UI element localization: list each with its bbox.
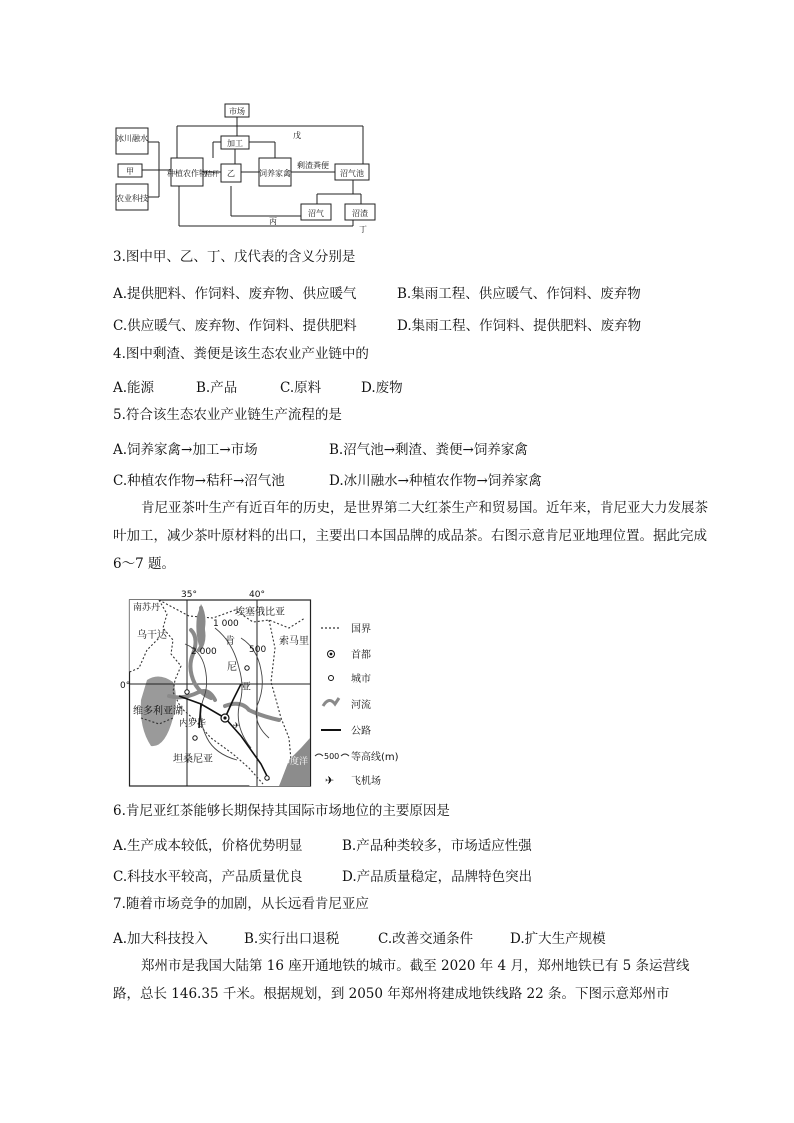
legend-contour: 等高线(m) — [351, 752, 399, 763]
q4-option-b[interactable]: B.产品 — [196, 380, 238, 396]
diagram-processing: 加工 — [227, 139, 243, 148]
q5-stem: 5.符合该生态农业产业链生产流程的是 — [113, 407, 342, 423]
diagram-wu: 戊 — [293, 131, 301, 140]
legend-airport: 飞机场 — [351, 776, 381, 787]
map-lon35: 35° — [181, 590, 197, 600]
q7-option-c[interactable]: C.改善交通条件 — [378, 931, 474, 947]
map-contour-500: 500 — [249, 645, 267, 655]
diagram-market: 市场 — [229, 107, 245, 116]
map-lat0: 0° — [120, 681, 131, 691]
q6-stem: 6.肯尼亚红茶能够长期保持其国际市场地位的主要原因是 — [113, 803, 450, 819]
diagram-bing: 丙 — [269, 217, 277, 226]
diagram-glacier — [116, 133, 148, 143]
q5-option-a[interactable]: A.饲养家禽→加工→市场 — [113, 442, 258, 458]
diagram-ding: 丁 — [359, 225, 367, 234]
diagram-straw: 秸秆 — [205, 170, 219, 178]
diagram-digester: 沼气池 — [340, 169, 364, 178]
map-indian-ocean: 印度洋 — [281, 757, 309, 767]
svg-text:✈: ✈ — [233, 721, 240, 730]
map-uganda: 乌干达 — [137, 630, 167, 641]
map-ethiopia: 埃塞俄比亚 — [235, 607, 285, 618]
map-kenya-1: 肯 — [225, 636, 235, 647]
map-south-sudan: 南苏丹 — [133, 603, 161, 613]
q3-option-c[interactable]: C.供应暖气、废弃物、作饲料、提供肥料 — [113, 318, 357, 334]
q7-stem: 7.随着市场竞争的加剧，从长远看肯尼亚应 — [113, 896, 369, 912]
map-kenya-3: 亚 — [241, 682, 251, 693]
q7-option-b[interactable]: B.实行出口退税 — [244, 931, 340, 947]
map-nairobi: 内罗毕 — [179, 719, 207, 729]
diagram-residue: 沼渣 — [352, 209, 368, 218]
q6-option-a[interactable]: A.生产成本较低，价格优势明显 — [113, 838, 303, 854]
q4-option-a[interactable]: A.能源 — [113, 380, 155, 396]
map-tanzania: 坦桑尼亚 — [173, 754, 213, 765]
map-victoria: 维多利亚湖 — [133, 706, 183, 717]
legend-contour-value: 500 — [324, 752, 340, 761]
diagram-biogas: 沼气 — [308, 209, 324, 218]
diagram-jia: 甲 — [126, 167, 134, 176]
q7-option-a[interactable]: A.加大科技投入 — [113, 931, 209, 947]
q6-option-c[interactable]: C.科技水平较高，产品质量优良 — [113, 869, 303, 885]
diagram-glacier-text: 冰川融水 — [116, 134, 148, 143]
q6-option-b[interactable]: B.产品种类较多，市场适应性强 — [342, 838, 532, 854]
diagram-crop: 种植农作物 — [167, 169, 207, 178]
legend-capital: 首都 — [351, 650, 371, 661]
passage-kenya: 肯尼亚茶叶生产有近百年的历史，是世界第二大红茶生产和贸易国。近年来，肯尼亚大力发展茶叶加工，减少茶叶原材料的出口，主要出口本国品牌的成品茶。右图示意肯尼亚地理位置。据此完成 6～7 题。 — [113, 500, 708, 572]
diagram-agritech: 农业科技 — [116, 194, 148, 203]
legend-river: 河流 — [351, 700, 371, 711]
q4-option-d[interactable]: D.废物 — [361, 380, 403, 396]
map-contour-2000: 2 000 — [191, 647, 217, 657]
q5-option-b[interactable]: B.沼气池→剩渣、粪便→饲养家禽 — [329, 442, 528, 458]
passage-zhengzhou: 郑州市是我国大陆第 16 座开通地铁的城市。截至 2020 年 4 月，郑州地铁已有 5 条运营线路，总长 146.35 千米。根据规划，到 2050 年郑州将建成地铁线路 22 条。下图示意郑州市 — [113, 958, 690, 1002]
q3-option-d[interactable]: D.集雨工程、作饲料、提供肥料、废弃物 — [397, 318, 642, 334]
map-kenya-2: 尼 — [227, 662, 237, 673]
map-contour-1000: 1 000 — [213, 619, 239, 629]
legend-city: 城市 — [351, 674, 371, 685]
q6-option-d[interactable]: D.产品质量稳定，品牌特色突出 — [342, 869, 533, 885]
q7-option-d[interactable]: D.扩大生产规模 — [510, 931, 606, 947]
diagram-livestock: 饲养家禽 — [259, 169, 291, 178]
q5-option-d[interactable]: D.冰川融水→种植农作物→饲养家禽 — [329, 473, 542, 489]
q3-option-b[interactable]: B.集雨工程、供应暖气、作饲料、废弃物 — [397, 286, 641, 302]
map-lon40: 40° — [249, 590, 265, 600]
diagram-waste: 剩渣粪便 — [297, 161, 329, 170]
q4-stem: 4.图中剩渣、粪便是该生态农业产业链中的 — [113, 346, 369, 362]
legend-road: 公路 — [351, 726, 371, 737]
airplane-icon: ✈ — [325, 774, 335, 787]
q5-option-c[interactable]: C.种植农作物→秸秆→沼气池 — [113, 473, 285, 489]
legend-border: 国界 — [351, 624, 371, 635]
kenya-map — [120, 588, 429, 788]
eco-agriculture-diagram — [113, 98, 383, 233]
diagram-yi: 乙 — [227, 169, 235, 178]
q3-option-a[interactable]: A.提供肥料、作饲料、废弃物、供应暖气 — [113, 286, 357, 302]
q4-option-c[interactable]: C.原料 — [280, 380, 322, 396]
q3-stem: 3.图中甲、乙、丁、戊代表的含义分别是 — [113, 249, 356, 265]
map-somalia: 索马里 — [279, 636, 309, 647]
